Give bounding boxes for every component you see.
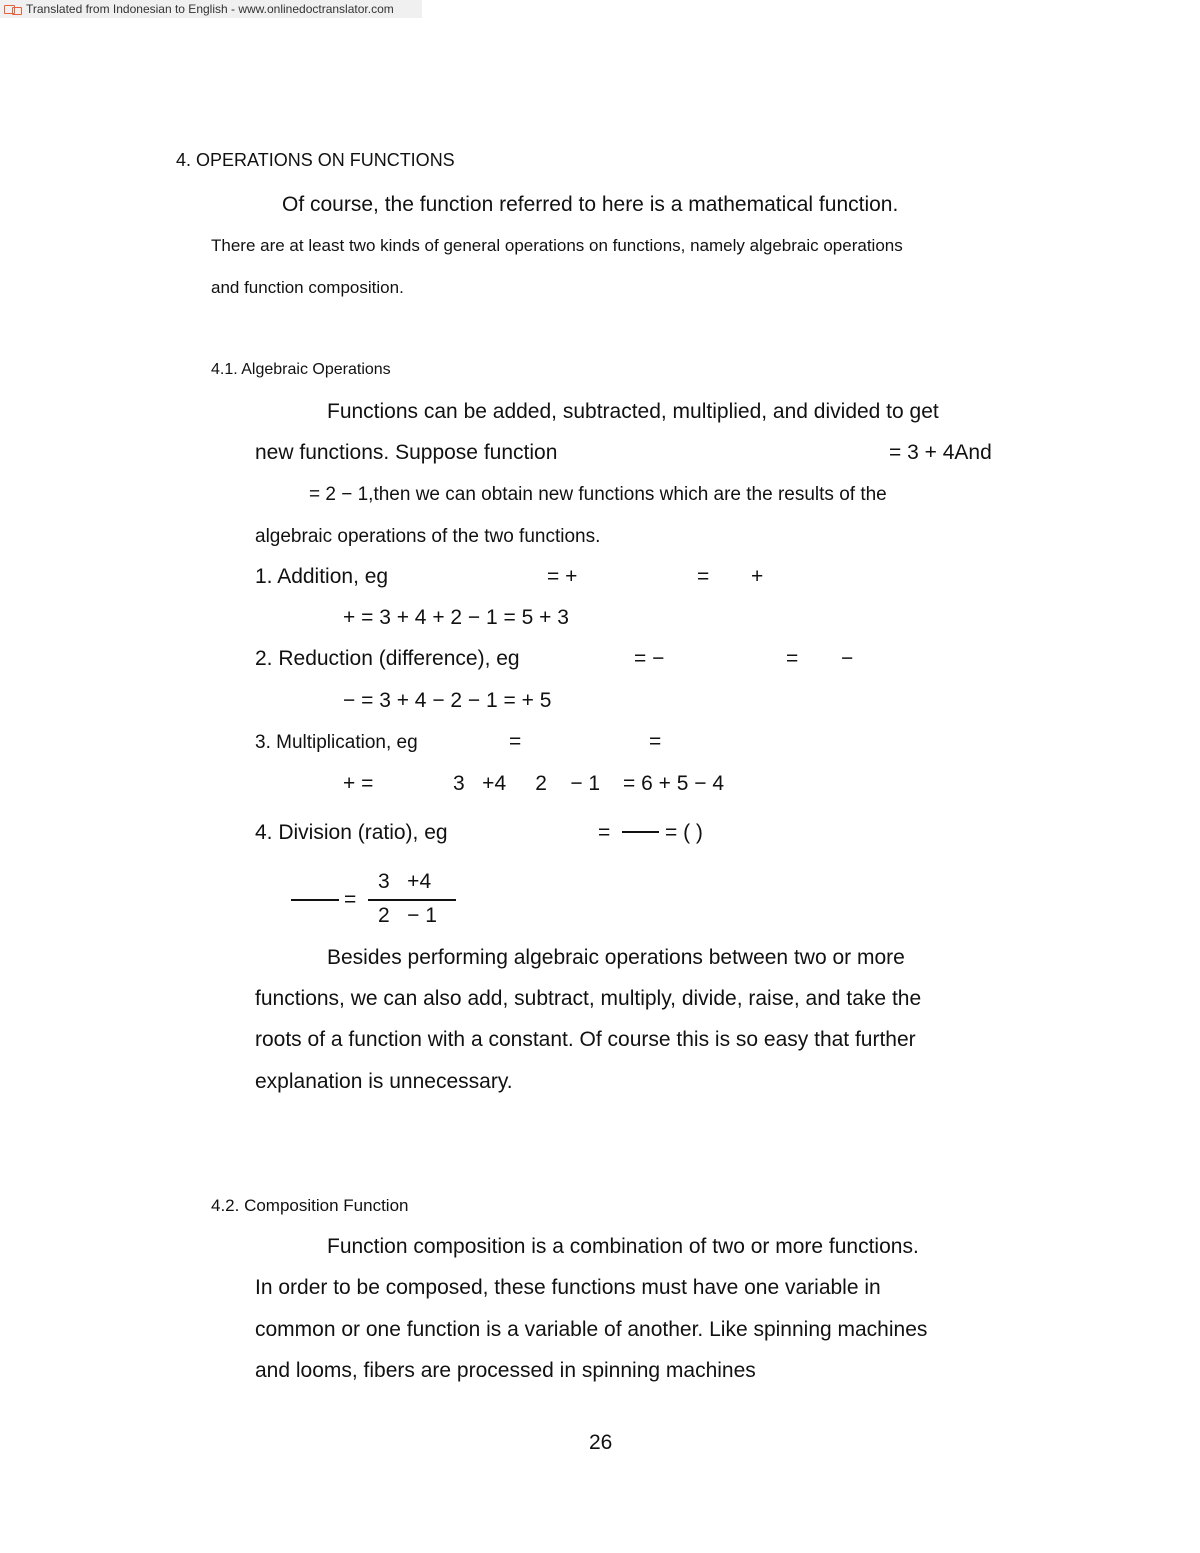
translator-logo-icon	[4, 4, 22, 14]
formula: = −	[634, 647, 665, 670]
reduction-label: 2. Reduction (difference), eg	[255, 647, 520, 670]
formula: +	[751, 565, 764, 588]
paragraph-line: Besides performing algebraic operations between two or more	[327, 946, 905, 969]
division-label: 4. Division (ratio), eg	[255, 821, 448, 844]
fraction-numerator: 3 +4	[378, 870, 432, 893]
paragraph-line: roots of a function with a constant. Of course this is so easy that further	[255, 1028, 916, 1051]
formula: =	[697, 565, 710, 588]
formula: + = 3 + 4 + 2 − 1 = 5 + 3	[343, 606, 569, 629]
formula: 3 +4 2 − 1	[453, 772, 601, 795]
formula: =	[786, 647, 799, 670]
paragraph-line: = 3 + 4And	[889, 441, 992, 464]
paragraph-line: = 2 − 1,then we can obtain new functions which are the results of the	[309, 484, 887, 505]
intro-line: Of course, the function referred to here is a mathematical function.	[282, 193, 899, 216]
intro-line: and function composition.	[211, 278, 404, 297]
paragraph-line: Functions can be added, subtracted, multiplied, and divided to get	[327, 400, 939, 423]
fraction-denominator: 2 − 1	[378, 904, 437, 927]
paragraph-line: In order to be composed, these functions must have one variable in	[255, 1276, 881, 1299]
fraction-bar	[622, 831, 659, 833]
paragraph-line: common or one function is a variable of another. Like spinning machines	[255, 1318, 928, 1341]
fraction-bar	[368, 899, 456, 901]
banner-text: Translated from Indonesian to English - www.onlinedoctranslator.com	[26, 2, 394, 16]
subsection-title: 4.1. Algebraic Operations	[211, 361, 391, 378]
paragraph-line: new functions. Suppose function	[255, 441, 558, 464]
paragraph-line: algebraic operations of the two functions.	[255, 526, 601, 547]
fraction-bar	[291, 899, 339, 901]
formula: =	[598, 821, 611, 844]
multiplication-label: 3. Multiplication, eg	[255, 732, 418, 753]
addition-label: 1. Addition, eg	[255, 565, 389, 588]
formula: =	[344, 888, 357, 911]
translation-banner[interactable]	[0, 0, 422, 18]
formula: = ( )	[665, 821, 703, 844]
section-heading: 4. OPERATIONS ON FUNCTIONS	[176, 150, 455, 170]
intro-line: There are at least two kinds of general operations on functions, namely algebraic operations	[211, 236, 903, 255]
formula: =	[649, 730, 662, 753]
formula: = +	[547, 565, 578, 588]
subsection-title: 4.2. Composition Function	[211, 1196, 409, 1215]
paragraph-line: and looms, fibers are processed in spinning machines	[255, 1359, 756, 1382]
formula: = 6 + 5 − 4	[623, 772, 725, 795]
paragraph-line: functions, we can also add, subtract, multiply, divide, raise, and take the	[255, 987, 922, 1010]
formula: − = 3 + 4 − 2 − 1 = + 5	[343, 689, 552, 712]
formula: =	[509, 730, 522, 753]
formula: −	[841, 647, 854, 670]
page-number: 26	[589, 1431, 613, 1454]
paragraph-line: explanation is unnecessary.	[255, 1070, 513, 1093]
formula: + =	[343, 772, 374, 795]
paragraph-line: Function composition is a combination of two or more functions.	[327, 1235, 919, 1258]
